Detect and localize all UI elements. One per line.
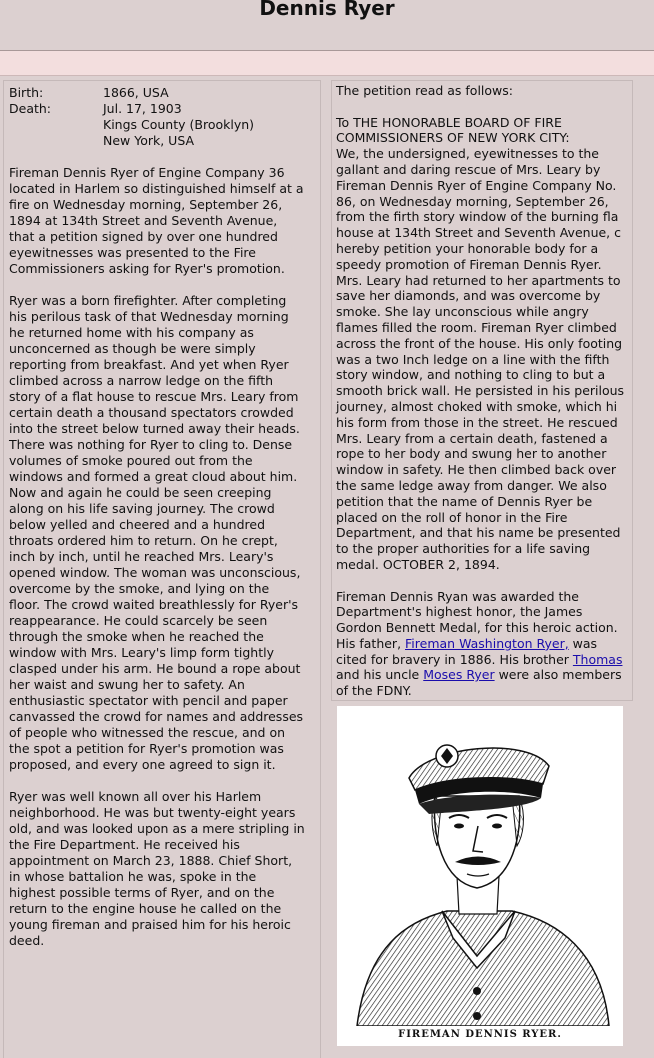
award-line: Department's highest honor, the James	[336, 604, 583, 620]
petition-line: journey, almost choked with smoke, which hi	[336, 398, 618, 414]
text-line: 1894 at 134th Street and Seventh Avenue,	[9, 213, 278, 228]
uncle-link[interactable]: Moses Ryer	[423, 667, 495, 683]
petition-line: flames filled the room. Fireman Ryer climbed	[336, 319, 617, 335]
text-line: windows and formed a great cloud about him.	[9, 469, 298, 484]
text-line: clasped under his arm. He bound a rope about	[9, 661, 301, 676]
petition-line: window in safety. He then climbed back over	[336, 462, 617, 478]
text-line: fire on Wednesday morning, September 26,	[9, 197, 283, 212]
text-line: into the street below turned away their heads.	[9, 421, 300, 436]
petition-line: was a two Inch ledge on a line with the fifth	[336, 351, 610, 367]
petition-line: Mrs. Leary from a certain death, fastened a	[336, 430, 608, 446]
award-line: Fireman Dennis Ryan was awarded the	[336, 588, 579, 604]
text-line: the spot a petition for Ryer's promotion was	[9, 741, 284, 756]
text-line: Fireman Dennis Ryer of Engine Company 36	[9, 165, 285, 180]
fireman-portrait-drawing	[337, 706, 623, 1026]
petition-text	[336, 115, 632, 573]
text-line: that a petition signed by over one hundred	[9, 229, 278, 244]
petition-line: from the firth story window of the burning fla	[336, 209, 619, 225]
petition-line: medal. OCTOBER 2, 1894.	[336, 556, 500, 572]
text-line: young fireman and praised him for his heroic	[9, 917, 291, 932]
petition-line: to the proper authorities for a life saving	[336, 541, 591, 557]
text-line: reappearance. He could scarcely be seen	[9, 613, 268, 628]
text-line: his perilous task of that Wednesday morning	[9, 309, 289, 324]
text-line: proposed, and every one agreed to sign it.	[9, 757, 276, 772]
text-line: overcome by the smoke, and lying on the	[9, 581, 270, 596]
petition-line: speedy promotion of Fireman Dennis Ryer.	[336, 256, 602, 272]
petition-line: We, the undersigned, eyewitnesses to the	[336, 146, 600, 162]
text-line: through the smoke when he reached the	[9, 629, 264, 644]
petition-line: his form from those in the street. He rescued	[336, 414, 618, 430]
award-line: Gordon Bennett Medal, for this heroic action.	[336, 620, 618, 636]
petition-line: placed on the roll of honor in the Fire	[336, 509, 568, 525]
biography-column	[3, 80, 321, 1058]
death-place-row	[9, 117, 320, 133]
text-line: along on his life saving journey. The crowd	[9, 501, 275, 516]
text-line: volumes of smoke poured out from the	[9, 453, 253, 468]
bio-paragraph-3	[9, 789, 320, 949]
petition-line: rope to her body and swung her to another	[336, 446, 607, 462]
text-line: appointment on March 23, 1888. Chief Short,	[9, 853, 293, 868]
death-label: Death:	[9, 101, 52, 116]
text-line: below yelled and cheered and a hundred	[9, 517, 266, 532]
petition-line: Department, and that his name be presented	[336, 525, 621, 541]
text-line: enthusiastic spectator with pencil and paper	[9, 693, 288, 708]
portrait-image	[337, 706, 623, 1046]
award-line: and his uncle Moses Ryer were also members	[336, 667, 622, 683]
text-line: the Fire Department. He received his	[9, 837, 240, 852]
text-line: in whose battalion he was, spoke in the	[9, 869, 257, 884]
birth-value: 1866, USA	[103, 85, 169, 100]
birth-label: Birth:	[9, 85, 44, 100]
petition-line: the same ledge away from danger. We also	[336, 477, 607, 493]
petition-line: gallant and daring rescue of Mrs. Leary by	[336, 161, 601, 177]
text-line: located in Harlem so distinguished himself at a	[9, 181, 304, 196]
brother-link[interactable]: Thomas	[572, 651, 623, 667]
petition-line: smoke. She lay unconscious while angry	[336, 304, 589, 320]
text-line: Ryer was well known all over his Harlem	[9, 789, 262, 804]
death-place-county: Kings County (Brooklyn)	[103, 117, 255, 132]
petition-line: petition that the name of Dennis Ryer be	[336, 493, 593, 509]
text-line: climbed across a narrow ledge on the fifth	[9, 373, 274, 388]
text-line: deed.	[9, 933, 45, 948]
text-line: Ryer was a born firefighter. After completing	[9, 293, 287, 308]
award-line: His father, Fireman Washington Ryer, was	[336, 635, 598, 651]
award-line: of the FDNY.	[336, 683, 412, 699]
petition-line: Fireman Dennis Ryer of Engine Company No.	[336, 177, 617, 193]
father-link[interactable]: Fireman Washington Ryer,	[405, 635, 569, 651]
petition-column	[331, 80, 633, 701]
text-line: story of a flat house to rescue Mrs. Leary from	[9, 389, 299, 404]
death-row	[9, 101, 320, 117]
text-line: floor. The crowd waited breathlessly for Ryer's	[9, 597, 299, 612]
text-line: he returned home with his company as	[9, 325, 254, 340]
petition-line: hereby petition your honorable body for a	[336, 240, 599, 256]
birth-row	[9, 85, 320, 101]
text-line: window with Mrs. Leary's limp form tightly	[9, 645, 274, 660]
page-header	[0, 0, 654, 51]
petition-line: COMMISSIONERS OF NEW YORK CITY:	[336, 130, 570, 146]
text-line: canvassed the crowd for names and addresses	[9, 709, 304, 724]
text-line: old, and was looked upon as a mere stripling in	[9, 821, 305, 836]
text-line: of people who witnessed the rescue, and on	[9, 725, 286, 740]
petition-line: Mrs. Leary had returned to her apartments to	[336, 272, 621, 288]
text-line: certain death a thousand spectators crowded	[9, 405, 294, 420]
text-line: inch by inch, until he reached Mrs. Leary's	[9, 549, 274, 564]
text-line: Commissioners asking for Ryer's promotion.	[9, 261, 285, 276]
text-line: highest possible terms of Ryer, and on the	[9, 885, 275, 900]
bio-paragraph-1	[9, 165, 320, 277]
text-line: opened window. The woman was unconscious,	[9, 565, 301, 580]
text-line: There was nothing for Ryer to cling to. Dense	[9, 437, 293, 452]
petition-line: 86, on Wednesday morning, September 26,	[336, 193, 609, 209]
bio-paragraph-2	[9, 293, 320, 773]
petition-line: story window, and nothing to cling to but a	[336, 367, 606, 383]
text-line: throats ordered him to return. On he crept,	[9, 533, 278, 548]
death-place-row-2	[9, 133, 320, 149]
petition-line: smooth brick wall. He persisted in his perilous	[336, 383, 625, 399]
petition-line: save her diamonds, and was overcome by	[336, 288, 601, 304]
award-line: cited for bravery in 1886. His brother Thomas	[336, 651, 623, 667]
text-line: reporting from breakfast. And yet when Ryer	[9, 357, 289, 372]
death-place-state: New York, USA	[103, 133, 195, 148]
text-line: her waist and swung her to safety. An	[9, 677, 245, 692]
death-date: Jul. 17, 1903	[103, 101, 182, 116]
page-title: Dennis Ryer	[259, 0, 395, 20]
text-line: Now and again he could be seen creeping	[9, 485, 272, 500]
text-line: return to the engine house he called on the	[9, 901, 282, 916]
petition-line: house at 134th Street and Seventh Avenue, c	[336, 225, 621, 241]
text-line: neighborhood. He was but twenty-eight years	[9, 805, 296, 820]
petition-line: across the front of the house. His only footing	[336, 335, 623, 351]
petition-intro: The petition read as follows:	[336, 83, 513, 98]
text-line: unconcerned as though be were simply	[9, 341, 256, 356]
header-band	[0, 51, 654, 76]
award-paragraph	[336, 589, 632, 700]
portrait-caption: FIREMAN DENNIS RYER.	[398, 1029, 562, 1040]
petition-line: To THE HONORABLE BOARD OF FIRE	[336, 114, 562, 130]
text-line: eyewitnesses was presented to the Fire	[9, 245, 256, 260]
